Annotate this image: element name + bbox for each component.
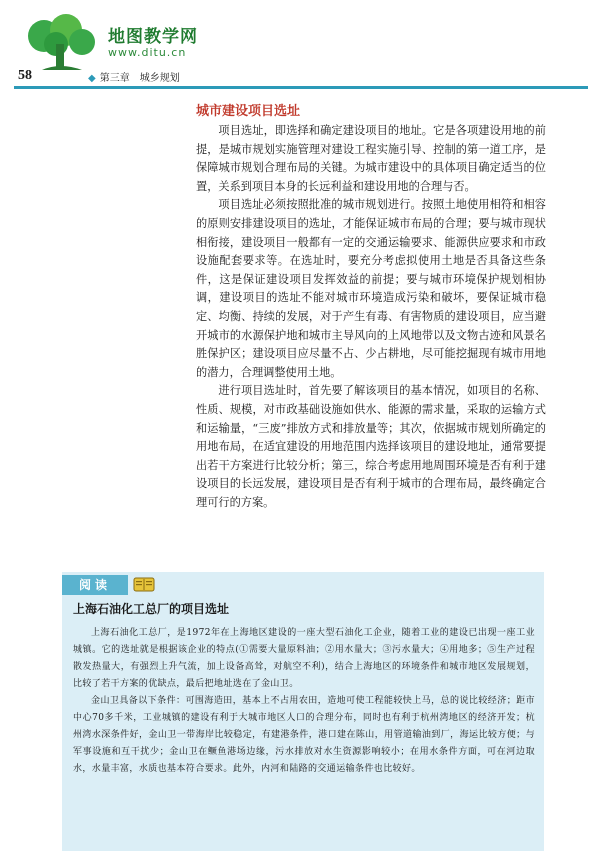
site-name: 地图教学网 — [108, 27, 198, 47]
body-paragraph: 进行项目选址时，首先要了解该项目的基本情况，如项目的名称、性质、规模，对市政基础设施如供水、能源的需求量，采取的运输方式和运输量，“三废”排放方式和排放量等；其次，依据城市规划所确定的用地布局，在适宜建设的用地范围内选择该项目的建设地址，通常要提出若干方案进行比较分析；第三，综合考虑用地周围环境是否有利于建设项目的长远发展，建设项目是否有利于城市的合理布局，最终确定合理可行的方案。 — [196, 384, 546, 509]
body-paragraph: 项目选址，即选择和确定建设项目的地址。它是各项建设用地的前提，是城市规划实施管理对建设工程实施引导、控制的第一道工序，是保障城市规划合理布局的关键。为城市建设中的具体项目确定适当的位置，关系到项目本身的长远利益和建设用地的合理与否。 — [196, 124, 546, 193]
book-icon — [133, 576, 155, 592]
section-body — [196, 122, 546, 512]
site-url: www.ditu.cn — [108, 46, 187, 59]
reading-paragraph: 金山卫具备以下条件：可围海造田，基本上不占用农田，造地可使工程能较快上马，总的说比较经济；距市中心70多千米，工业城镇的建设有利于大城市地区人口的合理分布，同时也有利于杭州湾地区的经济开发；杭州湾水深条件好，金山卫一带海岸比较稳定，有建港条件，港口建在陈山，用管道输油到厂，海运比较方便；与军事设施和互干扰少；金山卫在鳜鱼港场边缘，污水排放对水生资源影响较小；在用水条件方面，可在河边取水，水量丰富，水质也基本符合要求。此外，内河和陆路的交通运输条件也比较好。 — [73, 696, 535, 774]
section-title: 城市建设项目选址 — [196, 104, 301, 119]
page-number: 58 — [18, 68, 32, 83]
body-paragraph: 项目选址必须按照批准的城市规划进行。按照土地使用相符和相容的原则安排建设项目的选址，才能保证城市布局的合理；要与城市现状相衔接，建设项目一般都有一定的交通运输要求、能源供应要求和市政设施配套要求等。在选址时，要充分考虑拟使用土地是否具备这些条件，这是保证建设项目发挥效益的前提；要与城市环境保护规划相协调，建设项目的选址不能对城市环境造成污染和破坏，要保证城市稳定、均衡、持续的发展，对于产生有毒、有害物质的建设项目，应当避开城市的水源保护地和城市主导风向的上风地带以及文物古迹和风景名胜保护区；建设项目应尽量不占、少占耕地，尽可能挖掘现有城市用地的潜力，合理调整使用土地。 — [196, 198, 546, 379]
chapter-label: 第三章 城乡规划 — [99, 73, 180, 84]
reading-paragraph: 上海石油化工总厂，是1972年在上海地区建设的一座大型石油化工企业，随着工业的建设已出现一座工业城镇。它的选址就是根据该企业的特点(①需要大量原料油；②用水量大；③污水量大；④用地多；⑤生产过程散发热量大，有强烈上升气流，加上设备高耸，对航空不利)，结合上海地区的环境条件和城市地区发展规划，比较了若干方案的优缺点，最后把地址选在了金山卫。 — [73, 628, 535, 689]
header-rule — [14, 86, 588, 89]
diamond-icon: ◆ — [88, 73, 96, 84]
tree-logo-icon — [22, 14, 102, 72]
reading-title: 上海石油化工总厂的项目选址 — [73, 602, 230, 616]
chapter-heading — [88, 69, 180, 84]
reading-tab — [62, 575, 128, 595]
reading-tab-label: 阅读 — [78, 578, 111, 592]
reading-body — [73, 625, 535, 778]
